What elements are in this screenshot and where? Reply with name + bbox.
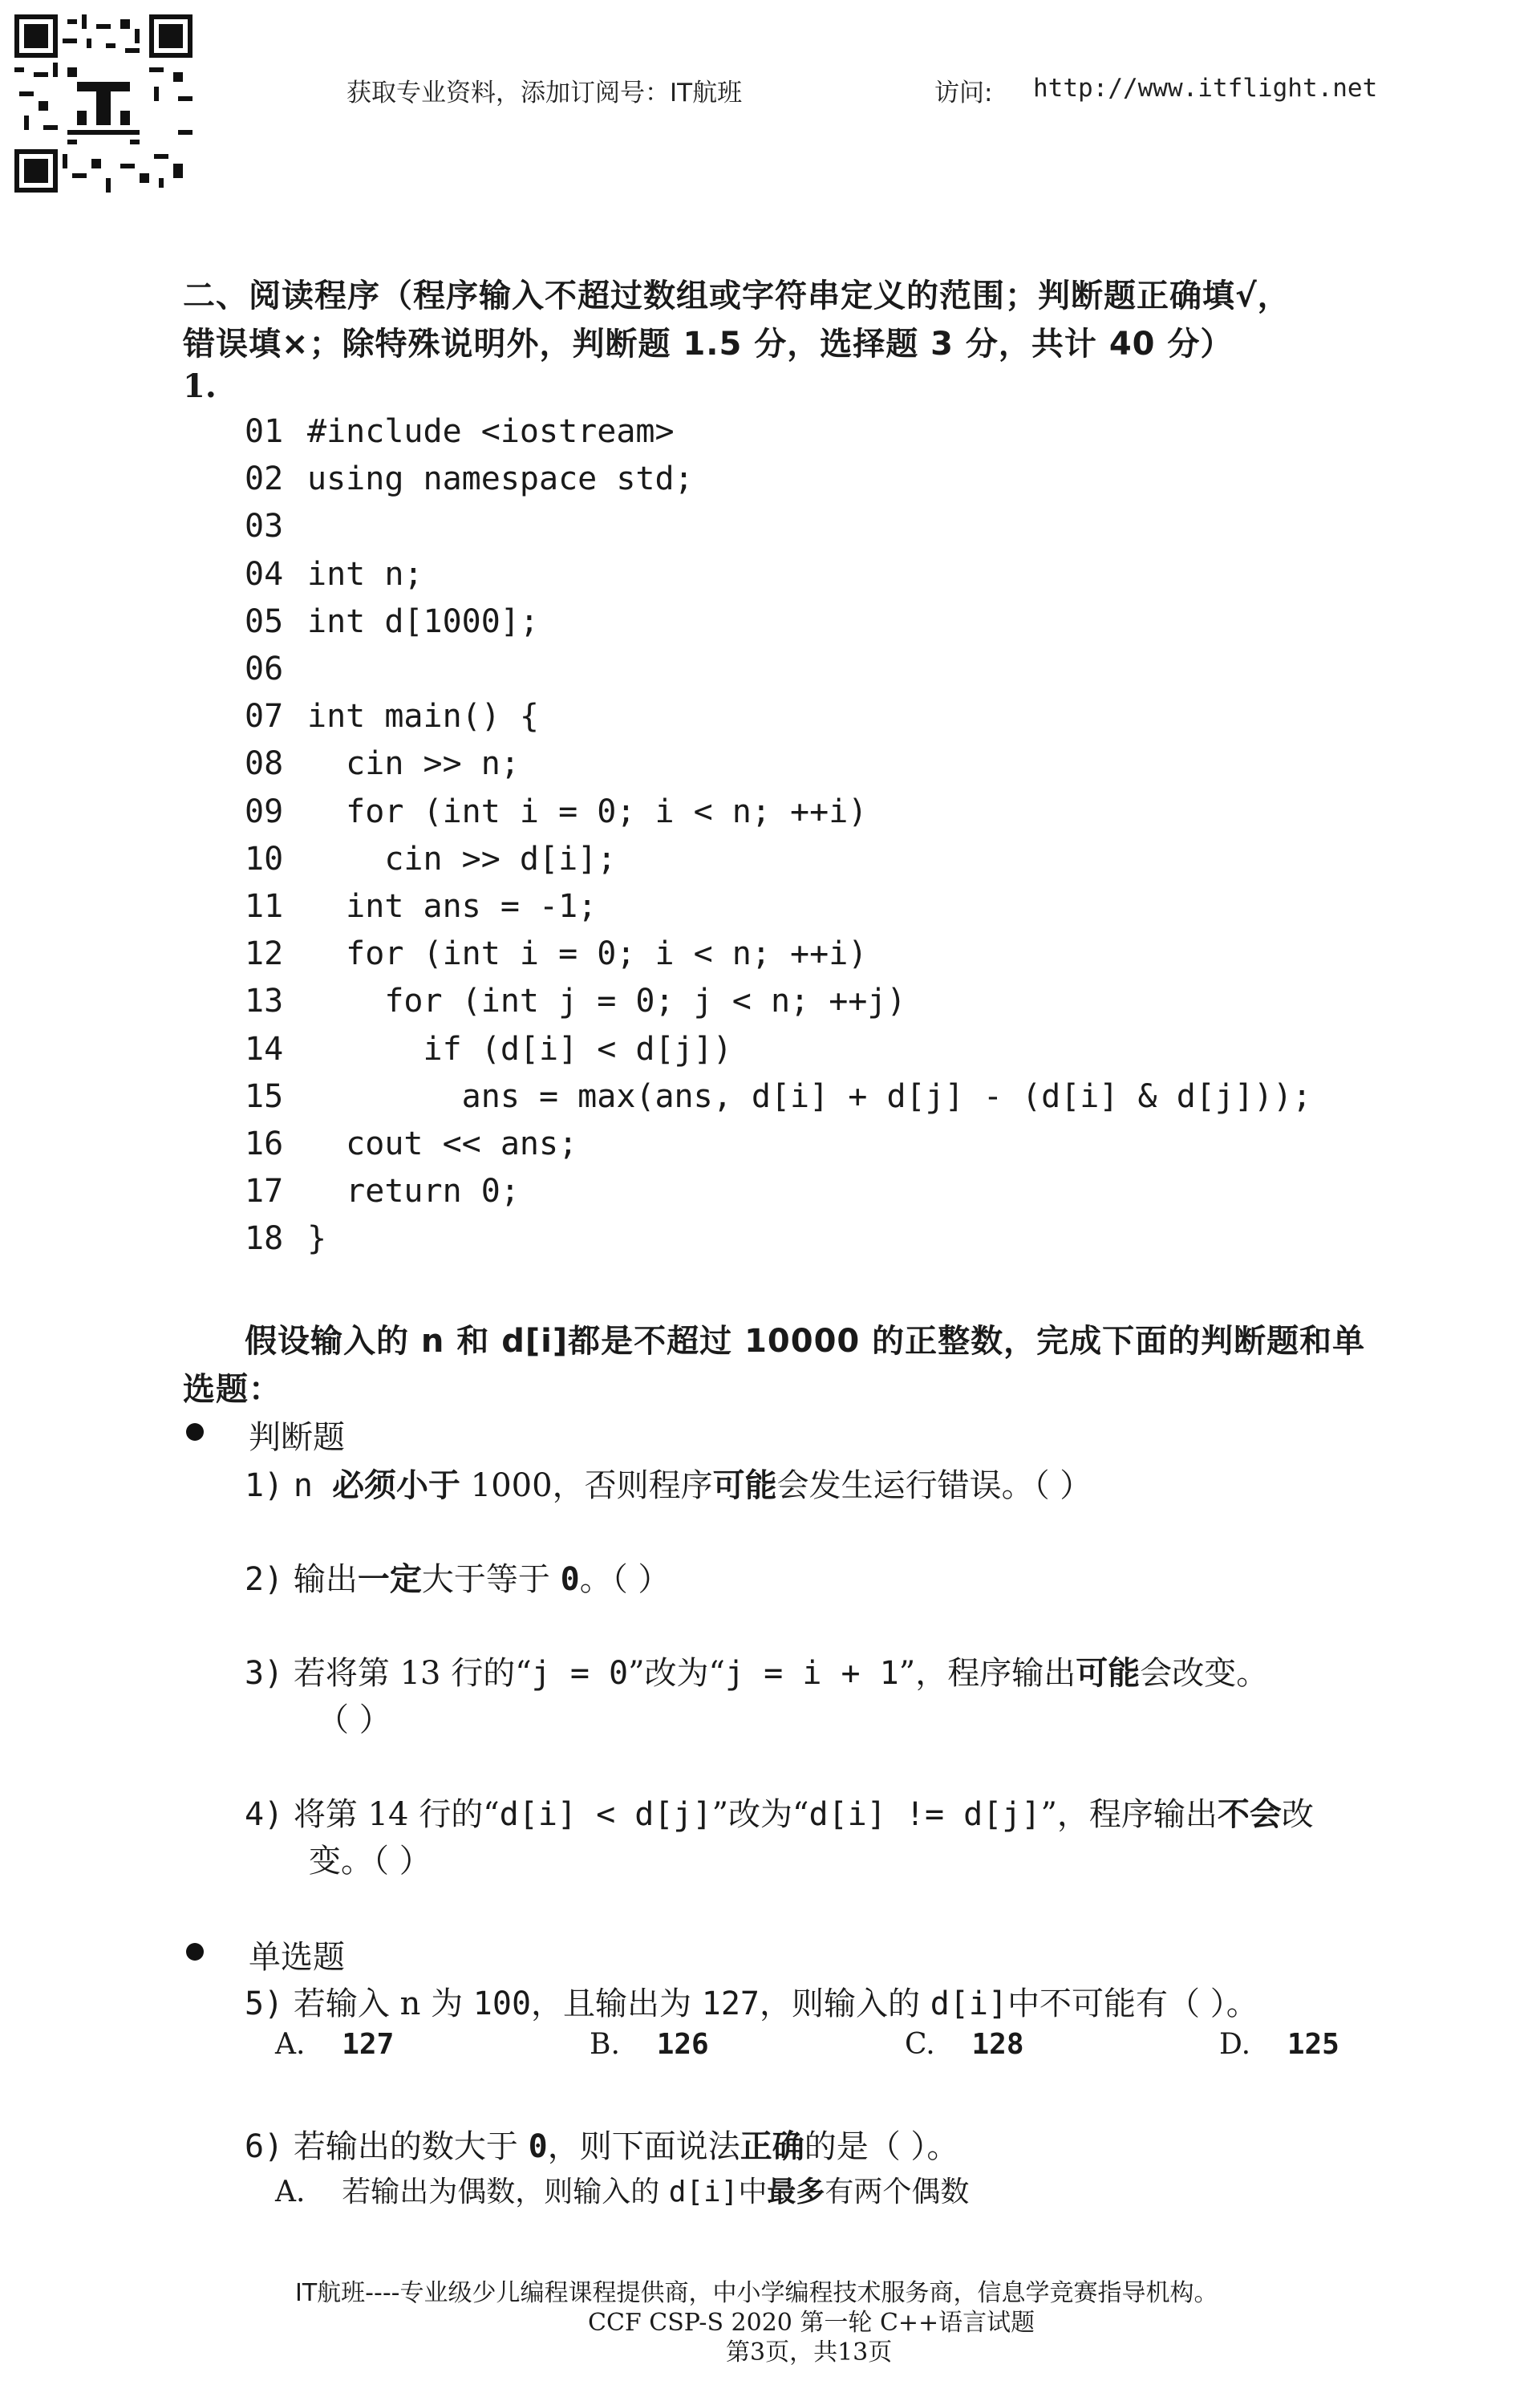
code-line-number: 18 <box>245 1220 284 1257</box>
q3-code: j = 0 <box>531 1655 629 1692</box>
code-line-text: int main() { <box>307 698 539 735</box>
option-label: D. <box>1219 2028 1251 2061</box>
option-text: 若输出为偶数，则输入的 <box>342 2176 669 2208</box>
q5-option-d[interactable] <box>1219 2028 1339 2061</box>
code-line-text: for (int i = 0; i < n; ++i) <box>307 793 868 830</box>
code-line-text: for (int i = 0; i < n; ++i) <box>307 935 868 972</box>
footer-page-number: 第3页，共13页 <box>726 2338 893 2367</box>
q4-number: 4) <box>245 1796 284 1833</box>
q1-text: 1000，否则程序 <box>460 1467 713 1504</box>
q1-text: 会发生运行错误。（ ） <box>776 1467 1092 1504</box>
bullet-judge <box>186 1423 204 1441</box>
code-line-number: 01 <box>245 413 284 450</box>
option-text: 中 <box>738 2176 768 2208</box>
q5-option-a[interactable] <box>275 2028 394 2061</box>
q3-text: ”改为“ <box>628 1655 725 1692</box>
code-line-number: 14 <box>245 1031 284 1068</box>
q6-option-a[interactable] <box>275 2169 969 2210</box>
question-number: 1. <box>183 367 217 405</box>
code-line-text: int ans = -1; <box>307 888 598 925</box>
footer-promo: IT航班----专业级少儿编程课程提供商，中小学编程技术服务商，信息学竞赛指导机构。 <box>295 2279 1218 2307</box>
option-text: 有两个偶数 <box>825 2176 970 2208</box>
section-heading-line1: 二、阅读程序（程序输入不超过数组或字符串定义的范围；判断题正确填√， <box>183 278 1291 314</box>
q6-text: ，则下面说法 <box>547 2128 740 2165</box>
judge-heading: 判断题 <box>249 1419 345 1456</box>
q2-emphasis: 一定 <box>357 1561 422 1598</box>
code-line-number: 03 <box>245 508 284 545</box>
q5-option-c[interactable] <box>905 2028 1024 2061</box>
code-line-number: 09 <box>245 793 284 830</box>
option-code: d[i] <box>668 2176 739 2208</box>
code-line-number: 15 <box>245 1078 284 1115</box>
code-line-number: 02 <box>245 460 284 497</box>
q4-emphasis: 不会 <box>1217 1796 1282 1833</box>
q4-code: d[i] < d[j] <box>499 1796 712 1833</box>
q3-text: ”，程序输出 <box>898 1655 1076 1692</box>
code-line-text: cin >> n; <box>307 745 520 782</box>
q6-text: 的是（ ）。 <box>804 2128 959 2165</box>
q6-number: 6) <box>245 2128 284 2165</box>
q6-emphasis: 正确 <box>740 2128 804 2165</box>
section-heading-line2: 错误填×；除特殊说明外，判断题 1.5 分，选择题 3 分，共计 40 分） <box>183 326 1234 363</box>
q2-emphasis: 0 <box>560 1561 580 1598</box>
q1-number: 1) <box>245 1467 284 1504</box>
q5-option-b[interactable] <box>590 2028 709 2061</box>
header-url-link[interactable]: http://www.itflight.net <box>1033 74 1378 103</box>
bullet-choice <box>186 1943 204 1961</box>
code-line-number: 17 <box>245 1173 284 1210</box>
code-line-number: 08 <box>245 745 284 782</box>
code-line-text: cout << ans; <box>307 1125 578 1162</box>
header-promo-text: 获取专业资料，添加订阅号：IT航班 <box>346 79 743 107</box>
header-visit-label: 访问: <box>934 79 993 107</box>
code-line-text: int d[1000]; <box>307 603 539 640</box>
code-line-number: 06 <box>245 651 284 687</box>
code-line-text: if (d[i] < d[j]) <box>307 1031 732 1068</box>
q4-text: 将第 14 行的“ <box>293 1796 500 1833</box>
q2-text: 。（ ） <box>579 1561 671 1598</box>
q5-text: ，且输出为 <box>531 1985 702 2022</box>
judge-q3 <box>245 1648 1268 1693</box>
q5-text: 若输入 n 为 <box>293 1985 473 2022</box>
q3-code: j = i + 1 <box>725 1655 899 1692</box>
code-line-text: cin >> d[i]; <box>307 841 617 878</box>
choice-q6 <box>245 2121 958 2167</box>
judge-q3-blank: （ ） <box>317 1701 391 1738</box>
q2-text: 输出 <box>293 1561 358 1598</box>
q6-text: 若输出的数大于 <box>293 2128 529 2165</box>
q3-emphasis: 可能 <box>1076 1655 1141 1692</box>
intro-line1: 假设输入的 n 和 d[i]都是不超过 10000 的正整数，完成下面的判断题和单 <box>245 1323 1366 1360</box>
judge-q4-line2: 变。（ ） <box>309 1843 432 1880</box>
option-value: 126 <box>656 2028 709 2061</box>
code-line-number: 05 <box>245 603 284 640</box>
footer-exam-title: CCF CSP-S 2020 第一轮 C++语言试题 <box>588 2309 1035 2337</box>
q5-number: 5) <box>245 1985 284 2022</box>
q1-emphasis: 必须小于 <box>332 1467 461 1504</box>
q2-text: 大于等于 <box>421 1561 561 1598</box>
code-line-text: #include <iostream> <box>307 413 675 450</box>
option-value: 125 <box>1287 2028 1339 2061</box>
q5-value: 127 <box>701 1985 760 2022</box>
q4-text: ”改为“ <box>711 1796 809 1833</box>
q4-code: d[i] != d[j] <box>808 1796 1041 1833</box>
judge-q2 <box>245 1554 670 1600</box>
code-line-number: 07 <box>245 698 284 735</box>
q3-text: 若将第 13 行的“ <box>293 1655 532 1692</box>
option-value: 127 <box>342 2028 395 2061</box>
option-value: 128 <box>971 2028 1024 2061</box>
code-line-number: 10 <box>245 841 284 878</box>
q1-emphasis: 可能 <box>712 1467 777 1504</box>
code-line-text: using namespace std; <box>307 460 694 497</box>
judge-q1 <box>245 1460 1092 1506</box>
q2-number: 2) <box>245 1561 284 1598</box>
intro-line2: 选题： <box>183 1371 282 1408</box>
q4-text: ”，程序输出 <box>1040 1796 1218 1833</box>
code-line-number: 16 <box>245 1125 284 1162</box>
code-line-number: 04 <box>245 556 284 593</box>
code-line-text: int n; <box>307 556 424 593</box>
q1-text: n <box>293 1467 333 1504</box>
q5-text: 中不可能有（ ）。 <box>1007 1985 1258 2022</box>
q3-text: 会改变。 <box>1140 1655 1269 1692</box>
code-line-text: return 0; <box>307 1173 520 1210</box>
code-line-number: 11 <box>245 888 284 925</box>
code-line-text: ans = max(ans, d[i] + d[j] - (d[i] & d[j])); <box>307 1078 1312 1115</box>
option-label: A. <box>275 2028 306 2061</box>
q3-number: 3) <box>245 1655 284 1692</box>
code-line-number: 13 <box>245 983 284 1020</box>
code-line-number: 12 <box>245 935 284 972</box>
q5-text: ，则输入的 <box>760 1985 930 2022</box>
q5-value: 100 <box>472 1985 532 2022</box>
option-label: B. <box>590 2028 620 2061</box>
option-label: C. <box>905 2028 935 2061</box>
option-emphasis: 最多 <box>767 2176 825 2208</box>
q4-text: 改 <box>1281 1796 1314 1833</box>
option-label: A. <box>275 2176 306 2208</box>
judge-q4 <box>245 1789 1314 1835</box>
choice-heading: 单选题 <box>249 1939 345 1976</box>
choice-q5 <box>245 1978 1258 2024</box>
code-line-text: } <box>307 1220 327 1257</box>
q5-code: d[i] <box>930 1985 1008 2022</box>
q6-value: 0 <box>528 2128 548 2165</box>
code-line-text: for (int j = 0; j < n; ++j) <box>307 983 906 1020</box>
qr-code-image <box>14 14 192 193</box>
